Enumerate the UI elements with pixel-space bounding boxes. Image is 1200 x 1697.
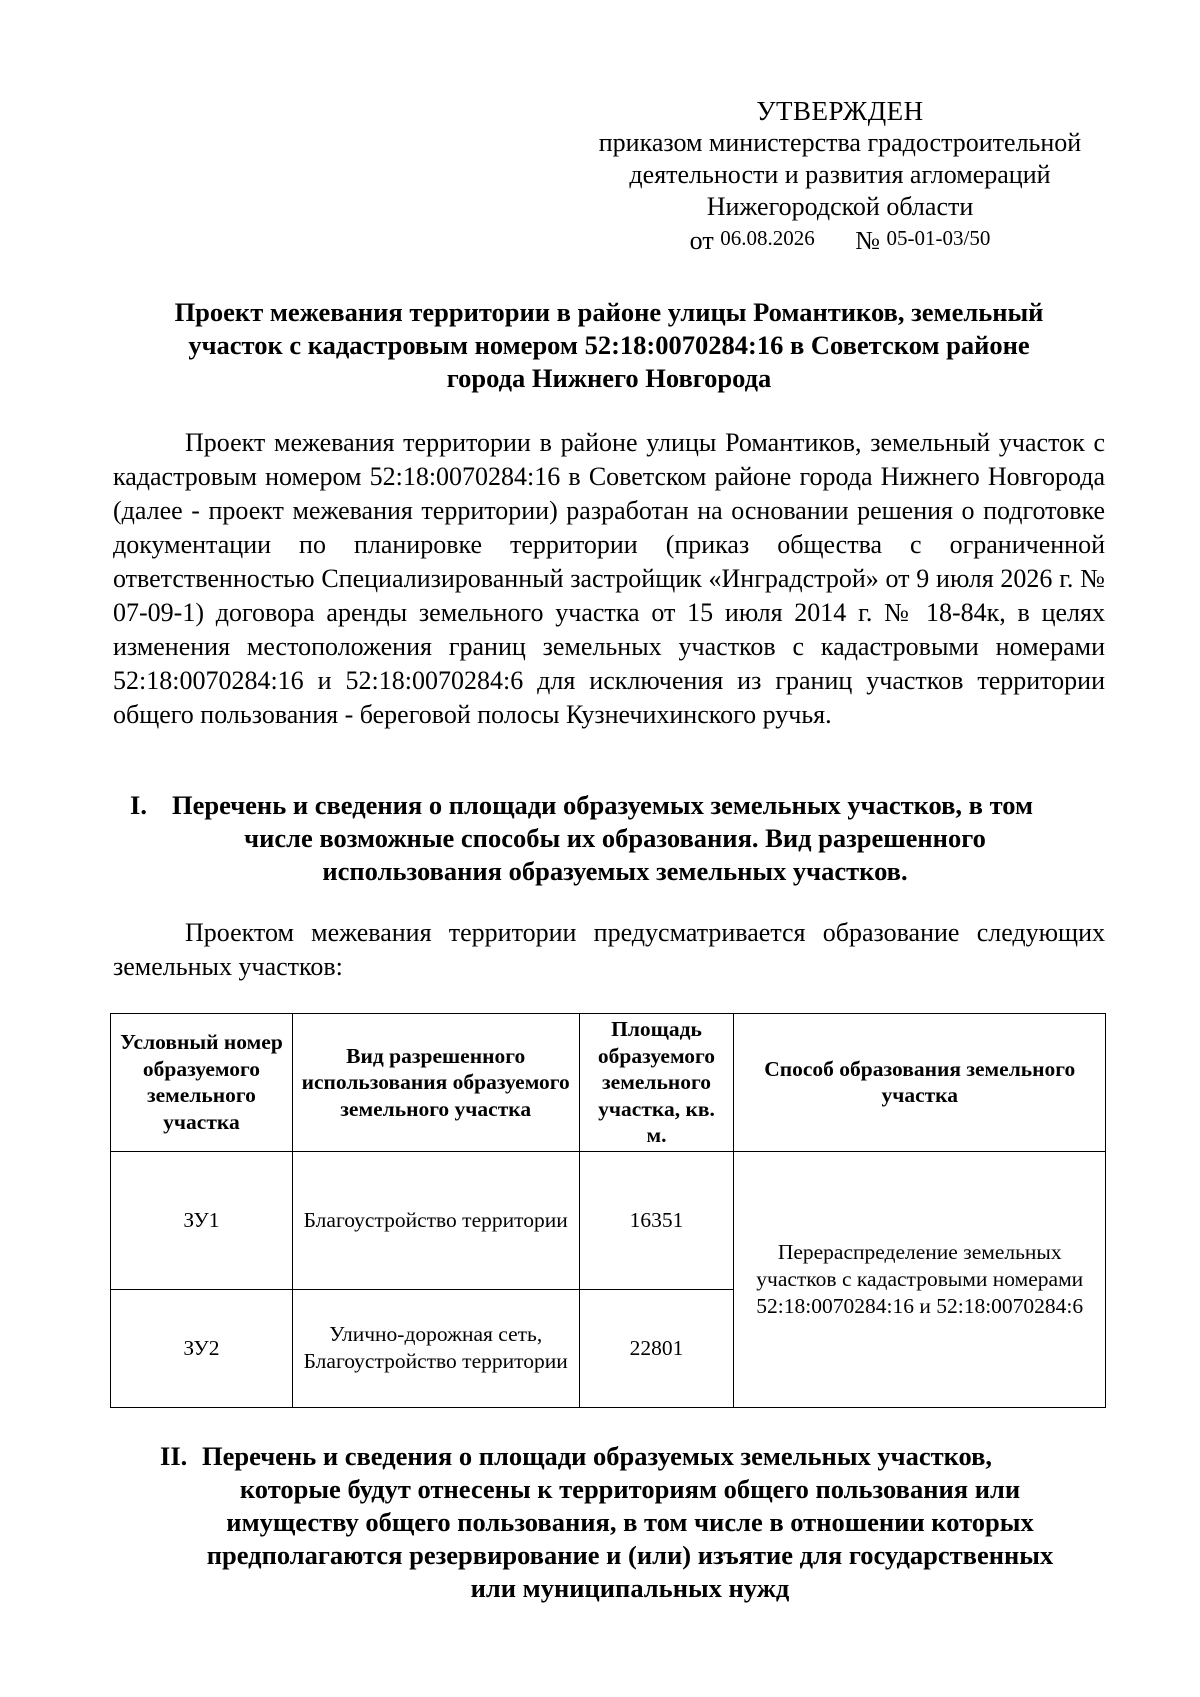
section-1-line-1: Перечень и сведения о площади образуемых земельных участков, в том [172,790,1034,820]
land-plots-table [110,1013,1106,1408]
approval-line-3: Нижегородской области [706,192,974,221]
intro-text: Проект межевания территории в районе улицы Романтиков, земельный участок с кадастровым номером 52:18:0070284:16 в Советском районе города Нижнего Новгорода (далее - проект межевания территории) разработан на основании решения о подготовке документации по планировке территории (приказ общества с ограниченной ответственностью Специализированный застройщик «Инградстрой» от 9 июля 2026 г. № 07-09-1) договора аренды земельного участка от 15 июля 2014 г. № 18-84к, в целях изменения местоположения границ земельных участков с кадастровыми номерами 52:18:0070284:16 и 52:18:0070284:6 для исключения из границ участков территории общего пользования - береговой полосы Кузнечихинского ручья. [113,428,1105,729]
cell-formation-method: Перераспределение земельных участков с кадастровыми номерами 52:18:0070284:16 и 52:18:0070284:6 [734,1151,1106,1407]
cell-permitted-use: Благоустройство территории [292,1151,579,1289]
cell-plot-id: ЗУ2 [111,1289,293,1407]
approval-date-line [540,223,1140,256]
title-line-2: участок с кадастровым номером 52:18:0070284:16 в Советском районе [188,330,1030,360]
section-1-heading [130,789,1100,888]
table-row [111,1151,1106,1289]
section-1-lead [113,916,1105,984]
title-line-1: Проект межевания территории в районе улицы Романтиков, земельный [174,297,1044,327]
section-2-line-5: или муниципальных нужд [470,1573,790,1603]
section-2-line-3: имуществу общего пользования, в том числе в отношении которых [226,1507,1034,1537]
header-permitted-use: Вид разрешенного использования образуемого земельного участка [292,1014,579,1152]
intro-paragraph [113,426,1105,732]
section-2-line-2: которые будут отнесены к территориям общего пользования или [239,1474,1021,1504]
document-title [112,296,1106,395]
section-2-line-4: предполагаются резервирование и (или) изъятие для государственных [206,1540,1054,1570]
section-1-line-3: использования образуемых земельных участков. [322,856,908,886]
approval-date: 06.08.2026 [720,226,815,250]
table-header-row [111,1014,1106,1152]
cell-area: 22801 [579,1289,734,1407]
section-1-number: I. [130,790,147,820]
approval-line-1: приказом министерства градостроительной [598,128,1082,157]
section-2-number: II. [160,1441,188,1471]
title-line-3: города Нижнего Новгорода [446,363,772,393]
cell-permitted-use: Улично-дорожная сеть, Благоустройство территории [292,1289,579,1407]
number-sign: № [855,226,880,255]
section-1-line-2: числе возможные способы их образования. Вид разрешенного [244,823,986,853]
date-prefix: от [689,226,714,255]
approval-stamp [540,95,1140,256]
header-area: Площадь образуемого земельного участка, кв. м. [579,1014,734,1152]
cell-plot-id: ЗУ1 [111,1151,293,1289]
header-plot-number: Условный номер образуемого земельного участка [111,1014,293,1152]
approval-number: 05-01-03/50 [886,226,991,250]
section-2-heading [160,1440,1100,1605]
header-formation-method: Способ образования земельного участка [734,1014,1106,1152]
approval-line-2: деятельности и развития агломераций [629,160,1051,189]
section-1-lead-text: Проектом межевания территории предусматривается образование следующих земельных участков: [113,918,1105,981]
approved-label: УТВЕРЖДЕН [756,96,924,126]
section-2-line-1: Перечень и сведения о площади образуемых земельных участков, [202,1441,993,1471]
cell-area: 16351 [579,1151,734,1289]
